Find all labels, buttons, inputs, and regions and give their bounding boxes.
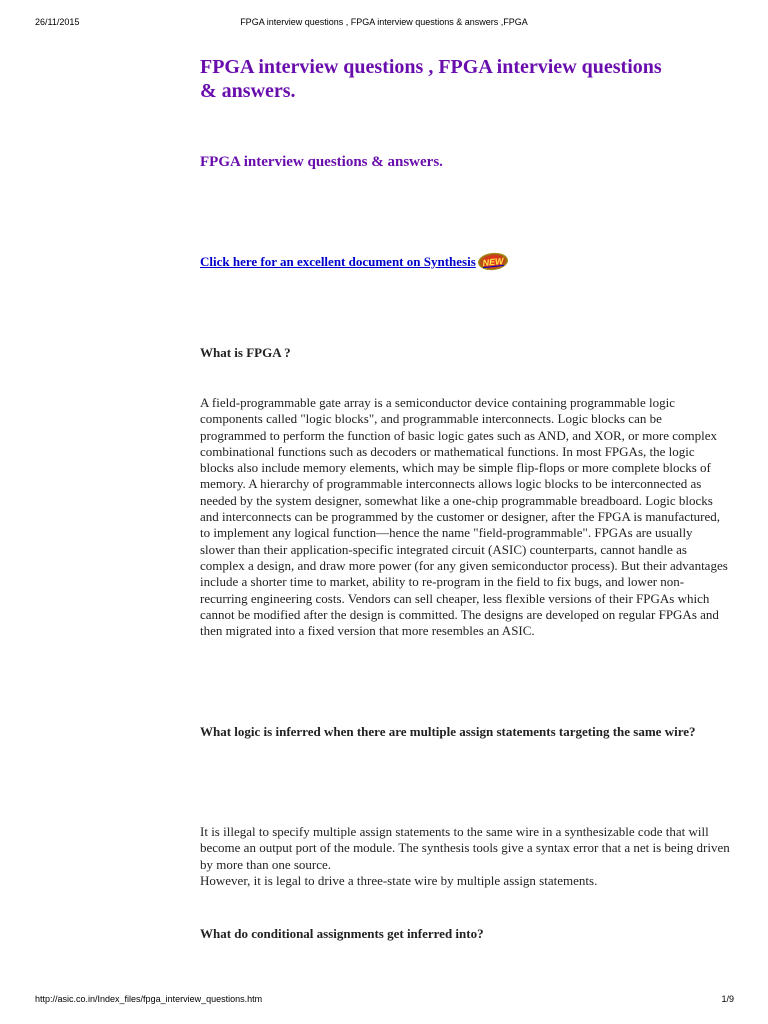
article-title: FPGA interview questions , FPGA interview questions & answers. <box>200 56 662 102</box>
print-url: http://asic.co.in/Index_files/fpga_interview_questions.htm <box>35 994 263 1004</box>
print-footer <box>0 994 768 1008</box>
print-page-title: FPGA interview questions , FPGA interview questions & answers ,FPGA <box>240 17 528 27</box>
article <box>200 55 740 941</box>
print-date: 26/11/2015 <box>35 17 80 27</box>
answer-multiple-assign: It is illegal to specify multiple assign statements to the same wire in a synthesizable code that will become an output port of the module. The synthesis tools give a syntax error that a net is being driven by more than one source. <box>200 824 730 872</box>
question-what-is-fpga: What is FPGA ? <box>200 345 291 360</box>
synthesis-link-text: Click here for an excellent document on Synthesis <box>200 253 476 269</box>
answer-multiple-assign-note: However, it is legal to drive a three-state wire by multiple assign statements. <box>200 873 598 888</box>
new-badge-icon: NEW <box>477 251 509 271</box>
question-conditional-assignments: What do conditional assignments get inferred into? <box>200 926 484 941</box>
article-subtitle: FPGA interview questions & answers. <box>200 154 443 170</box>
answer-what-is-fpga: A field-programmable gate array is a semiconductor device containing programmable logic components called "logic blocks", and programmable interconnects. Logic blocks can be programmed to perform the function of basic logic gates such as AND, and XOR, or more complex combinational functions such as decoders or mathematical functions. In most FPGAs, the logic blocks also include memory elements, which may be simple flip-flops or more complete blocks of memory. A hierarchy of programmable interconnects allows logic blocks to be interconnected as needed by the system designer, somewhat like a one-chip programmable breadboard. Logic blocks and interconnects can be programmed by the customer or designer, after the FPGA is manufactured, to implement any logical function—hence the name "field-programmable". FPGAs are usually slower than their application-specific integrated circuit (ASIC) counterparts, cannot handle as complex a design, and draw more power (for any given semiconductor process). But their advantages include a shorter time to market, ability to re-program in the field to fix bugs, and lower non-recurring engineering costs. Vendors can sell cheaper, less flexible versions of their FPGAs which cannot be modified after the design is committed. The designs are developed on regular FPGAs and then migrated into a fixed version that more resembles an ASIC. <box>200 395 728 639</box>
page-number: 1/9 <box>721 994 734 1004</box>
question-multiple-assign: What logic is inferred when there are multiple assign statements targeting the same wire? <box>200 724 696 739</box>
synthesis-document-link[interactable] <box>200 253 508 270</box>
print-header <box>0 17 768 31</box>
